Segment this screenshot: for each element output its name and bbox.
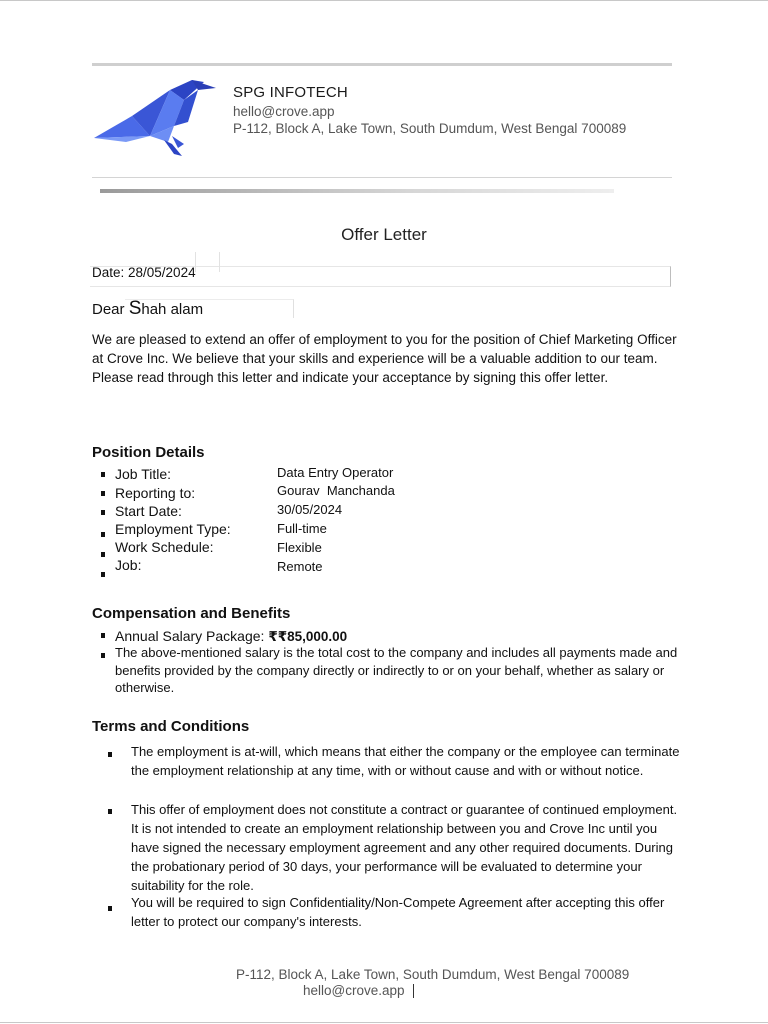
bullet <box>101 633 105 638</box>
position-label-job-title: Job Title: <box>115 466 172 482</box>
position-label-reporting: Reporting to: <box>115 485 196 501</box>
bullet <box>108 906 112 911</box>
header-shadow-divider <box>100 189 614 193</box>
position-label-start-date: Start Date: <box>115 503 182 519</box>
header-bottom-rule <box>92 177 672 178</box>
salary-label: Annual Salary Package: <box>115 628 269 644</box>
footer-email: hello@crove.app <box>303 983 405 998</box>
position-value-employment-type: Full-time <box>277 521 327 536</box>
position-label-job: Job: <box>115 557 142 573</box>
recipient-initial: S <box>128 298 142 319</box>
intro-paragraph: We are pleased to extend an offer of employment to you for the position of Chief Marketing Officer at Crove Inc. We believe that your skills and experience will be a valuable addition to our team. Please read through this letter and indicate your acceptance by signing this offer letter. <box>92 332 677 386</box>
position-value-start-date: 30/05/2024 <box>277 502 343 517</box>
recipient-name: hah alam <box>141 301 204 318</box>
bullet <box>101 552 105 557</box>
bullet <box>108 809 112 814</box>
bullet <box>101 653 105 658</box>
page-bottom-border <box>0 1022 768 1023</box>
company-name: SPG INFOTECH <box>233 84 348 101</box>
letter-date: Date: 28/05/2024 <box>92 265 196 280</box>
position-label-work-schedule: Work Schedule: <box>115 539 214 555</box>
greeting-dear: Dear <box>92 301 129 318</box>
bullet <box>101 572 105 577</box>
position-value-job-title: Data Entry Operator <box>277 465 394 480</box>
compensation-heading: Compensation and Benefits <box>92 605 291 622</box>
page-top-border <box>0 0 768 1</box>
bullet <box>101 510 105 515</box>
bullet <box>108 752 112 757</box>
footer-address: P-112, Block A, Lake Town, South Dumdum, West Bengal 700089 <box>236 967 630 982</box>
bullet <box>101 532 105 537</box>
company-email: hello@crove.app <box>233 104 335 119</box>
bullet <box>101 472 105 477</box>
crow-logo-icon <box>92 78 220 158</box>
bullet <box>101 491 105 496</box>
document-title: Offer Letter <box>341 225 427 244</box>
header-top-rule <box>92 63 672 66</box>
greeting <box>92 298 203 320</box>
position-heading: Position Details <box>92 444 205 461</box>
term-item: This offer of employment does not constitute a contract or guarantee of continued employment. It is not intended to create an employment relationship between you and Crove Inc until you have signed the necessary employment agreement and any other required documents. During the probationary period of 30 days, your performance will be evaluated to determine your suitability for the role. <box>131 802 678 893</box>
salary-value: ₹₹85,000.00 <box>268 629 348 644</box>
term-item: You will be required to sign Confidentiality/Non-Compete Agreement after accepting this offer letter to protect our company's interests. <box>131 895 665 929</box>
compensation-note: The above-mentioned salary is the total cost to the company and includes all payments made and benefits provided by the company directly or indirectly to or on your behalf, whether as salary or otherwise. <box>115 645 678 695</box>
position-label-employment-type: Employment Type: <box>115 521 231 537</box>
position-value-job: Remote <box>277 559 323 574</box>
position-value-reporting: Gourav Manchanda <box>277 483 395 498</box>
date-field-divider <box>219 252 220 272</box>
terms-heading: Terms and Conditions <box>92 718 250 735</box>
position-value-work-schedule: Flexible <box>277 540 322 555</box>
salary-line <box>115 628 347 645</box>
company-address: P-112, Block A, Lake Town, South Dumdum, West Bengal 700089 <box>233 121 627 136</box>
term-item: The employment is at-will, which means that either the company or the employee can terminate the employment relationship at any time, with or without cause and with or without notice. <box>131 744 680 778</box>
text-cursor <box>413 984 414 998</box>
